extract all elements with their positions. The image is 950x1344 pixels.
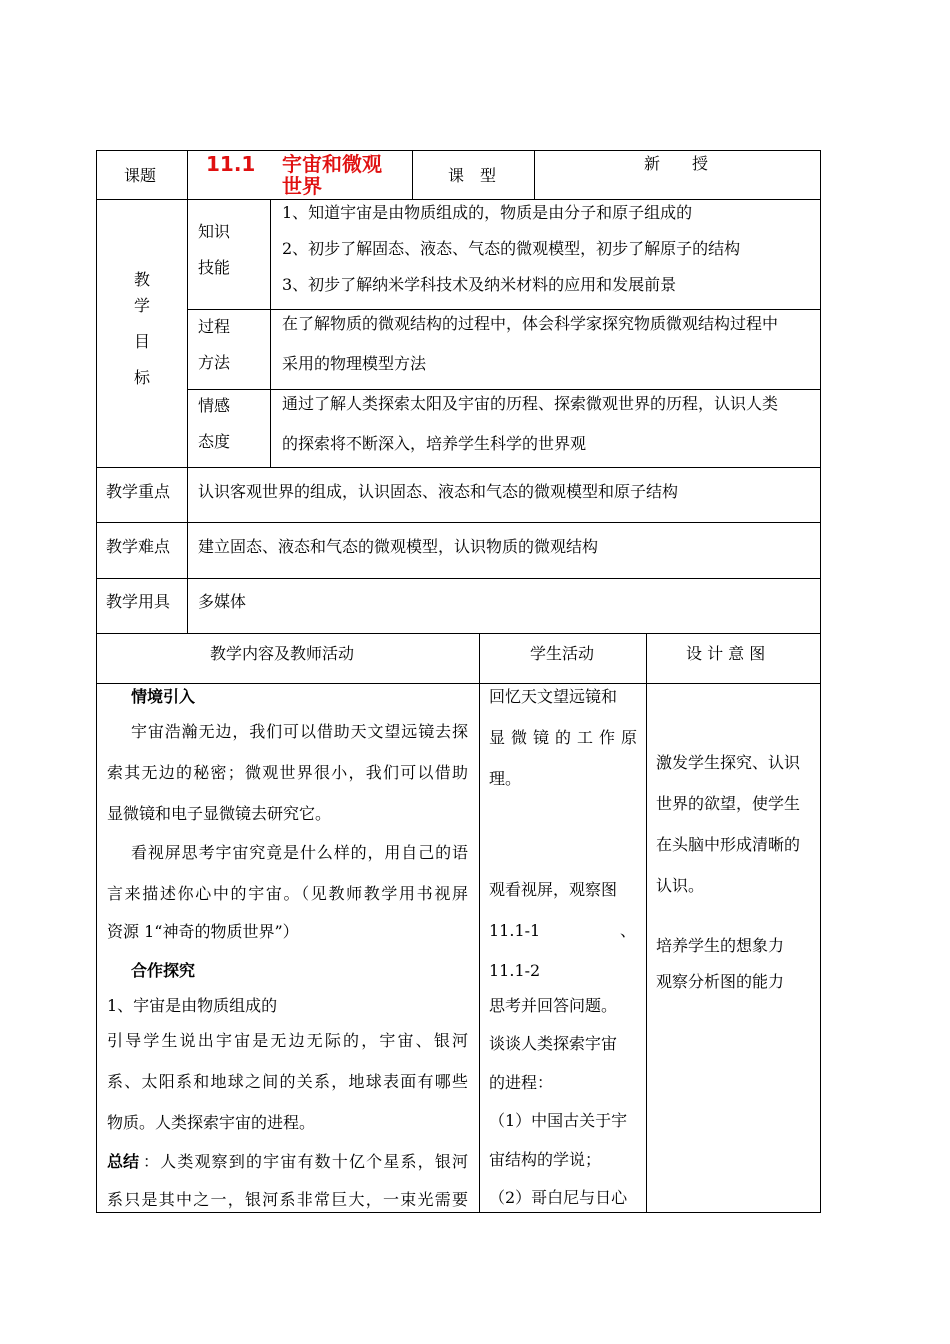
design-line: 观察分析图的能力 [656, 972, 785, 991]
column-header-design: 设 计 意 图 [686, 644, 766, 663]
design-line: 世界的欲望，使学生 [656, 794, 801, 813]
student-line: 谈谈人类探索宇宙 [489, 1034, 618, 1053]
section-heading: 合作探究 [131, 961, 196, 980]
key-points-value: 认识客观世界的组成，认识固态、液态和气态的微观模型和原子结构 [198, 482, 679, 501]
design-line: 激发学生探究、认识 [656, 753, 801, 772]
column-header-student: 学生活动 [530, 644, 595, 663]
student-line: 显 微 镜 的 工 作 原 [489, 728, 637, 747]
student-line: 回忆天文望远镜和 [489, 687, 618, 706]
lesson-plan-page: 课题 11.1 宇宙和微观 世界 课 型 新 授 教 学 目 标 知识 技能 1、知道宇宙是由物质组成的，物质是由分子和原子组成的 2、初步了解固态、液态、气态的微观模型，初步了解原子的结构 3、初步了解纳米学科技术及纳米材料的应用和发展前景 过程 方法 在了解物质的微观结构的过程中，体会科学家探究物质微观结构过程中 采用的物理模型方法 情感 态度 通过了解人类探索太阳及宇宙的历程、探索微观世界的历程，认识人类 的探索将不断深入，培养学生科学的世界观 教学重点 认识客观世界的组成，认识固态、液态和气态的微观模型和原子结构 教学难点 建立固态、液态和气态的微观模型，认识物质的微观结构 教学用具 多媒体 教学内容及教师活动 学生活动 设 计 意 图 情境引入 宇宙浩瀚无边，我们可以借助天文望远镜去探 索其无边的秘密；微观世界很小，我们可以借助 显微镜和电子显微镜去研究它。 看视屏思考宇宙究竟是什么样的，用自己的语 言来描述你心中的宇宙。（见教师教学用书视屏 资源 1“神奇的物质世界”） 合作探究 1、宇宙是由物质组成的 引导学生说出宇宙是无边无际的，宇宙、银河 系、太阳系和地球之间的关系，地球表面有哪些 物质。人类探索宇宙的进程。 总结 ：人类观察到的宇宙有数十亿个星系，银河 系只是其中之一，银河系非常巨大，一束光需要 回忆天文望远镜和 显 微 镜 的 工 作 原 理。 观看视屏，观察图 11.1-1 、 11.1-2 思考并回答问题。 谈谈人类探索宇宙 的进程： （1）中国古关于宇 宙结构的学说； （2）哥白尼与日心 激发学生探究、认识 世界的欲望，使学生 在头脑中形成清晰的 认识。 培养学生的想象力 观察分析图的能力 [0, 0, 950, 1344]
paragraph-line: 系、太阳系和地球之间的关系，地球表面有哪些 [107, 1072, 468, 1091]
paragraph-line: 索其无边的秘密；微观世界很小，我们可以借助 [107, 763, 468, 782]
type-label: 课 型 [448, 166, 497, 185]
topic-label: 课题 [124, 166, 157, 185]
tools-value: 多媒体 [198, 592, 247, 611]
student-line: 观看视屏，观察图 [489, 880, 618, 899]
emotion-label-2: 态度 [198, 432, 231, 451]
paragraph-line: 宇宙浩瀚无边，我们可以借助天文望远镜去探 [131, 722, 468, 741]
student-line: 11.1-1 [489, 921, 541, 940]
process-label: 过程 [198, 317, 231, 336]
column-header-teacher: 教学内容及教师活动 [210, 644, 355, 663]
list-item: 2、初步了解固态、液态、气态的微观模型，初步了解原子的结构 [282, 239, 741, 258]
student-line: 宙结构的学说； [489, 1150, 602, 1169]
student-line: 思考并回答问题。 [489, 996, 618, 1015]
key-points-label: 教学重点 [106, 482, 171, 501]
knowledge-label: 知识 [198, 222, 231, 241]
process-line: 在了解物质的微观结构的过程中，体会科学家探究物质微观结构过程中 [282, 314, 779, 333]
student-line: （2）哥白尼与日心 [489, 1188, 628, 1207]
design-line: 培养学生的想象力 [656, 936, 785, 955]
student-line: 、 [620, 921, 637, 940]
topic-title-line2: 世界 [282, 174, 322, 198]
paragraph-line: 资源 1“神奇的物质世界”） [107, 922, 299, 941]
tools-label: 教学用具 [106, 592, 171, 611]
topic-title-line1: 宇宙和微观 [282, 152, 382, 176]
process-label-2: 方法 [198, 353, 231, 372]
list-item: 1、知道宇宙是由物质组成的，物质是由分子和原子组成的 [282, 203, 693, 222]
paragraph-line: 言来描述你心中的宇宙。（见教师教学用书视屏 [107, 884, 468, 903]
design-line: 认识。 [656, 876, 705, 895]
emotion-label: 情感 [198, 396, 231, 415]
emotion-line: 的探索将不断深入，培养学生科学的世界观 [282, 434, 587, 453]
student-line: 的进程： [489, 1073, 554, 1092]
list-item: 3、初步了解纳米学科技术及纳米材料的应用和发展前景 [282, 275, 677, 294]
student-line: 理。 [489, 769, 522, 788]
knowledge-label-2: 技能 [198, 258, 231, 277]
summary-label: 总结 [107, 1152, 140, 1171]
process-line: 采用的物理模型方法 [282, 354, 427, 373]
paragraph-line: 引导学生说出宇宙是无边无际的，宇宙、银河 [107, 1031, 468, 1050]
design-line: 在头脑中形成清晰的 [656, 835, 801, 854]
emotion-line: 通过了解人类探索太阳及宇宙的历程、探索微观世界的历程，认识人类 [282, 394, 779, 413]
paragraph-line: ：人类观察到的宇宙有数十亿个星系，银河 [143, 1152, 468, 1171]
section-heading: 情境引入 [131, 687, 196, 706]
student-line: （1）中国古关于宇 [489, 1111, 628, 1130]
type-value: 新 授 [644, 154, 709, 173]
topic-number: 11.1 [206, 152, 256, 176]
difficulties-label: 教学难点 [106, 537, 171, 556]
paragraph-line: 物质。人类探索宇宙的进程。 [107, 1113, 316, 1132]
paragraph-line: 看视屏思考宇宙究竟是什么样的，用自己的语 [131, 843, 468, 862]
paragraph-line: 显微镜和电子显微镜去研究它。 [107, 804, 332, 823]
student-line: 11.1-2 [489, 961, 541, 980]
subsection-title: 1、宇宙是由物质组成的 [107, 996, 278, 1015]
paragraph-line: 系只是其中之一，银河系非常巨大，一束光需要 [107, 1190, 468, 1209]
difficulties-value: 建立固态、液态和气态的微观模型，认识物质的微观结构 [198, 537, 599, 556]
